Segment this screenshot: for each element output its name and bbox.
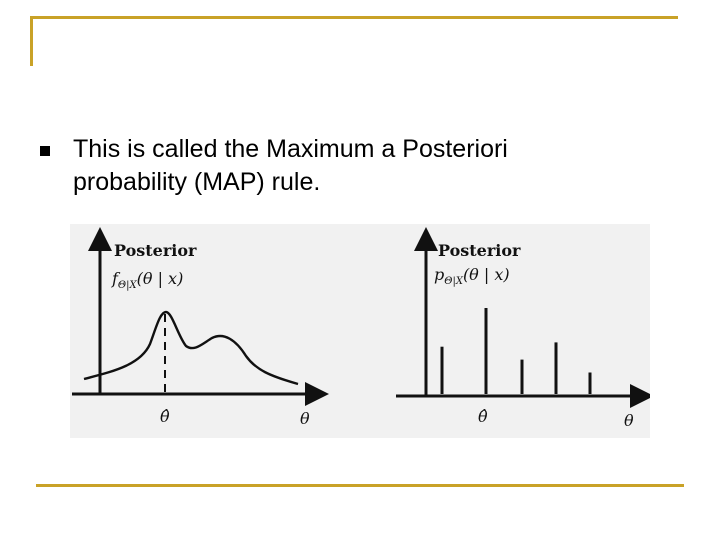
left-panel-title: Posterior: [114, 241, 197, 260]
right-axis-label: θ: [624, 411, 634, 430]
left-density-label: $f_{\Theta|X}(\theta$ | x): [112, 269, 184, 291]
right-panel: [396, 236, 645, 430]
posterior-figure: [70, 224, 650, 438]
bullet-marker: [40, 146, 50, 156]
right-mode-label: θ̂: [478, 407, 488, 426]
left-axis-label: θ: [300, 409, 310, 428]
pmf-bars: [442, 308, 590, 394]
left-rule: [30, 16, 33, 66]
bullet-text-line-2: probability (MAP) rule.: [73, 168, 321, 196]
posterior-density-curve: [84, 312, 298, 384]
bullet-text: [73, 133, 673, 199]
posterior-diagrams: [70, 224, 650, 438]
left-mode-label: θ̂: [160, 407, 170, 426]
top-rule: [30, 16, 678, 19]
right-panel-title: Posterior: [438, 241, 521, 260]
bottom-rule: [36, 484, 684, 487]
left-panel: [72, 236, 320, 428]
bullet-text-line-1: This is called the Maximum a Posteriori: [73, 135, 508, 163]
right-pmf-label: $p_{\Theta|X}(\theta$ | x): [434, 265, 510, 287]
